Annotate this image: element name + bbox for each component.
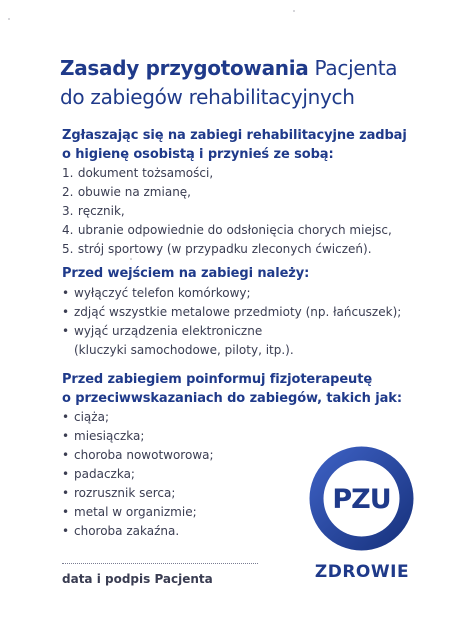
item-number: 3. bbox=[62, 204, 74, 218]
item-number: 4. bbox=[62, 223, 74, 237]
section2-list bbox=[62, 284, 401, 360]
list-item bbox=[62, 303, 401, 322]
title-normal-part: Pacjenta bbox=[308, 56, 398, 80]
bullet-glyph: • bbox=[62, 524, 70, 538]
item-number: 5. bbox=[62, 242, 74, 256]
item-text: miesiączka; bbox=[74, 429, 145, 443]
bullet-glyph: • bbox=[62, 286, 70, 300]
list-item bbox=[62, 322, 401, 360]
list-item bbox=[62, 446, 214, 465]
item-text: choroba zakaźna. bbox=[74, 524, 180, 538]
item-text: wyłączyć telefon komórkowy; bbox=[74, 286, 251, 300]
bullet-glyph: • bbox=[62, 305, 70, 319]
list-item bbox=[62, 284, 401, 303]
section1-list bbox=[62, 164, 392, 259]
section3-list bbox=[62, 408, 214, 541]
bullet-glyph: • bbox=[62, 324, 70, 338]
list-item bbox=[62, 164, 392, 183]
bullet-glyph: • bbox=[62, 486, 70, 500]
list-item bbox=[62, 221, 392, 240]
bullet-glyph: • bbox=[62, 467, 70, 481]
item-text: metal w organizmie; bbox=[74, 505, 197, 519]
list-item bbox=[62, 240, 392, 259]
title-bold-part: Zasady przygotowania bbox=[60, 56, 309, 80]
item-text: dokument tożsamości, bbox=[77, 166, 214, 180]
item-text: ręcznik, bbox=[77, 204, 125, 218]
list-item bbox=[62, 408, 214, 427]
section1-heading-line2: o higienę osobistą i przynieś ze sobą: bbox=[62, 147, 334, 162]
signature-label: data i podpis Pacjenta bbox=[62, 572, 213, 586]
item-number: 1. bbox=[62, 166, 74, 180]
list-item bbox=[62, 465, 214, 484]
bullet-glyph: • bbox=[62, 429, 70, 443]
bullet-glyph: • bbox=[62, 505, 70, 519]
section1-heading-line1: Zgłaszając się na zabiegi rehabilitacyjne zadbaj bbox=[62, 128, 407, 143]
logo-text: PZU bbox=[332, 484, 391, 515]
logo-caption: ZDROWIE bbox=[314, 562, 410, 582]
item-text: ubranie odpowiednie do odsłonięcia chorych miejsc, bbox=[77, 223, 392, 237]
list-item bbox=[62, 522, 214, 541]
bullet-glyph: • bbox=[62, 410, 70, 424]
section3-heading bbox=[62, 370, 402, 408]
section3-heading-line1: Przed zabiegiem poinformuj fizjoterapeutę bbox=[62, 372, 373, 387]
item-text: zdjąć wszystkie metalowe przedmioty (np. łańcuszek); bbox=[74, 305, 402, 319]
item-text: ciąża; bbox=[74, 410, 109, 424]
list-item bbox=[62, 427, 214, 446]
section2-heading: Przed wejściem na zabiegi należy: bbox=[62, 266, 310, 281]
signature-line bbox=[62, 563, 258, 564]
scan-speck bbox=[293, 10, 295, 12]
bullet-glyph: • bbox=[62, 448, 70, 462]
section3-heading-line2: o przeciwwskazaniach do zabiegów, takich jak: bbox=[62, 391, 402, 406]
item-text: choroba nowotworowa; bbox=[74, 448, 214, 462]
item-text: strój sportowy (w przypadku zleconych ćwiczeń). bbox=[77, 242, 372, 256]
item-text: wyjąć urządzenia elektroniczne bbox=[74, 324, 263, 338]
item-text: padaczka; bbox=[74, 467, 135, 481]
scan-speck bbox=[8, 18, 10, 20]
title-line-2: do zabiegów rehabilitacyjnych bbox=[60, 85, 355, 109]
document-title bbox=[60, 54, 420, 112]
list-item bbox=[62, 183, 392, 202]
title-line-1 bbox=[60, 54, 420, 83]
item-text: rozrusznik serca; bbox=[74, 486, 176, 500]
item-text-continuation: (kluczyki samochodowe, piloty, itp.). bbox=[74, 343, 294, 357]
item-number: 2. bbox=[62, 185, 74, 199]
section1-heading bbox=[62, 126, 407, 164]
list-item bbox=[62, 503, 214, 522]
list-item bbox=[62, 484, 214, 503]
pzu-logo bbox=[309, 446, 414, 551]
item-text: obuwie na zmianę, bbox=[77, 185, 191, 199]
list-item bbox=[62, 202, 392, 221]
